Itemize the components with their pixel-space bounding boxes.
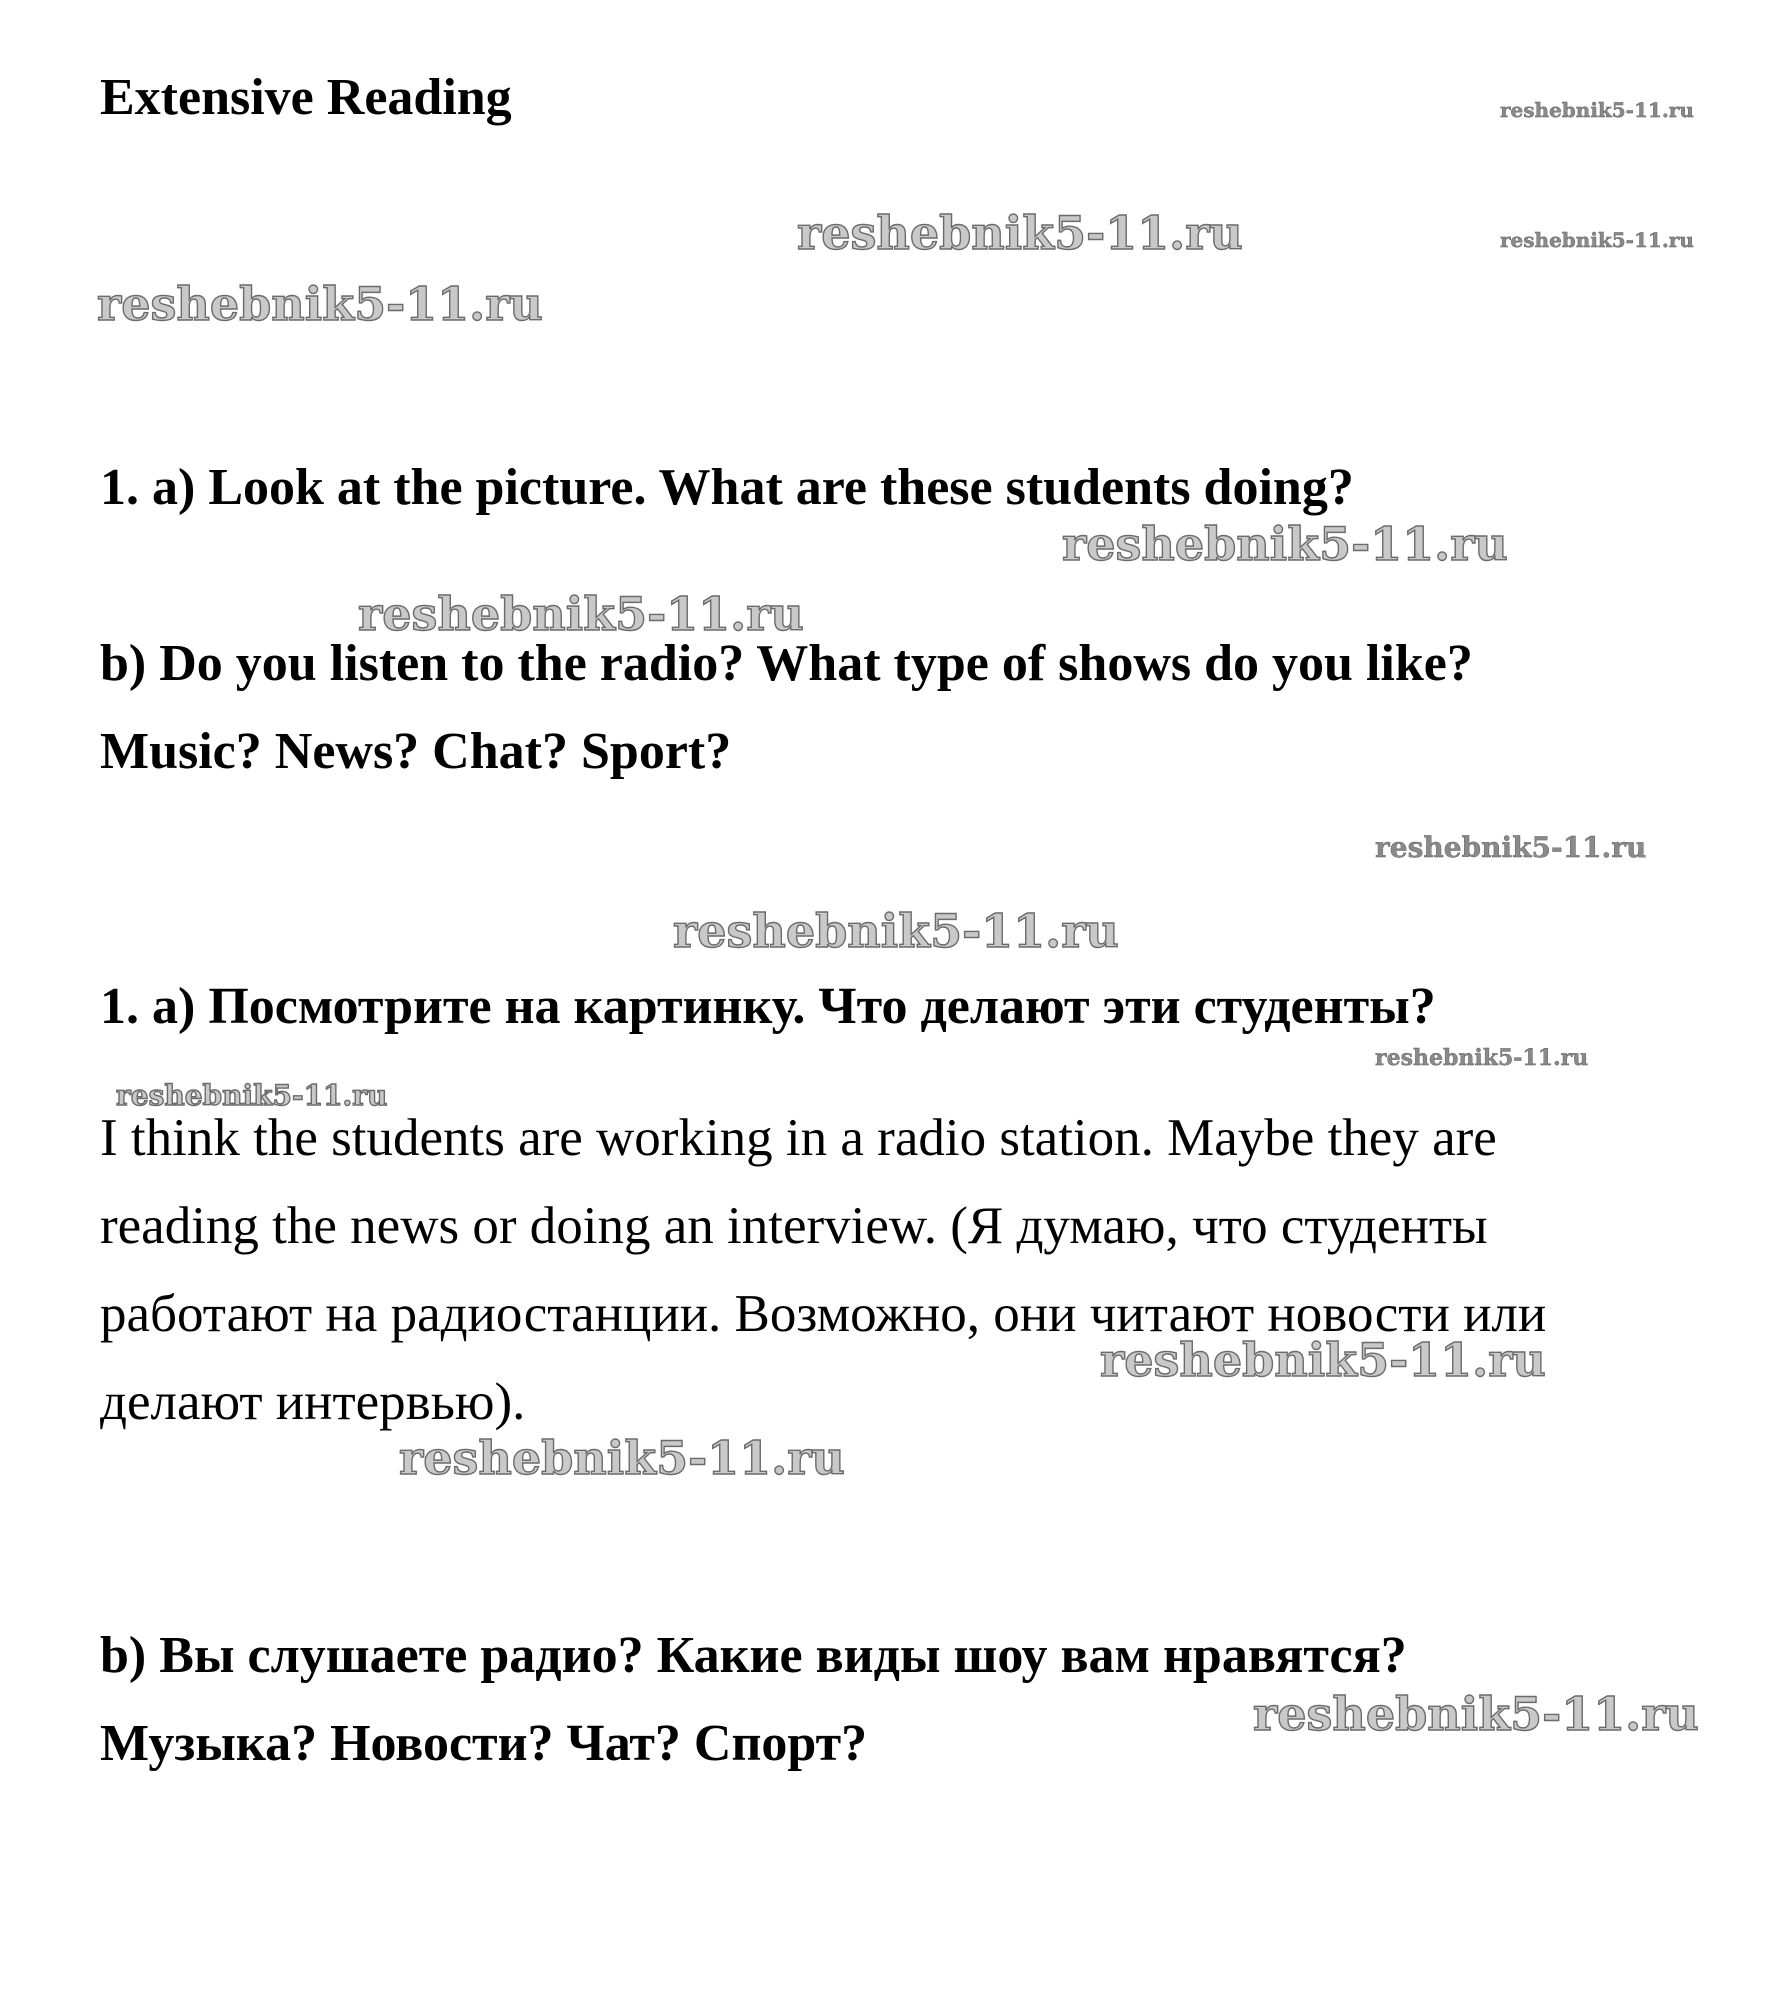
watermark: reshebnik5-11.ru bbox=[797, 206, 1243, 260]
watermark: reshebnik5-11.ru bbox=[1375, 831, 1647, 864]
answer-line: I think the students are working in a radio station. Maybe they are bbox=[100, 1109, 1497, 1167]
watermark: reshebnik5-11.ru bbox=[399, 1431, 845, 1485]
watermark: reshebnik5-11.ru bbox=[1500, 98, 1694, 122]
watermark: reshebnik5-11.ru bbox=[358, 587, 804, 641]
question-1b-english-line: Music? News? Chat? Sport? bbox=[100, 723, 732, 780]
answer-line: делают интервью). bbox=[100, 1373, 526, 1431]
question-1b-english bbox=[100, 620, 1473, 796]
watermark: reshebnik5-11.ru bbox=[116, 1079, 388, 1112]
watermark: reshebnik5-11.ru bbox=[1253, 1687, 1699, 1741]
watermark: reshebnik5-11.ru bbox=[1375, 1045, 1589, 1071]
watermark: reshebnik5-11.ru bbox=[1500, 228, 1694, 252]
question-1b-russian-line: b) Вы слушаете радио? Какие виды шоу вам нравятся? bbox=[100, 1627, 1407, 1684]
question-1a-russian: 1. a) Посмотрите на картинку. Что делают эти студенты? bbox=[100, 978, 1436, 1035]
answer-paragraph bbox=[100, 1094, 1720, 1446]
answer-line: работают на радиостанции. Возможно, они читают новости или bbox=[100, 1285, 1547, 1343]
answer-line: reading the news or doing an interview. (Я думаю, что студенты bbox=[100, 1197, 1488, 1255]
watermark: reshebnik5-11.ru bbox=[673, 904, 1119, 958]
question-1b-russian-line: Музыка? Новости? Чат? Спорт? bbox=[100, 1715, 868, 1772]
watermark: reshebnik5-11.ru bbox=[1100, 1333, 1546, 1387]
question-1a-english: 1. a) Look at the picture. What are these students doing? bbox=[100, 459, 1354, 516]
watermark: reshebnik5-11.ru bbox=[97, 277, 543, 331]
watermark: reshebnik5-11.ru bbox=[1062, 517, 1508, 571]
page-title: Extensive Reading bbox=[100, 69, 512, 126]
question-1b-russian bbox=[100, 1612, 1407, 1788]
question-1b-english-line: b) Do you listen to the radio? What type of shows do you like? bbox=[100, 635, 1473, 692]
